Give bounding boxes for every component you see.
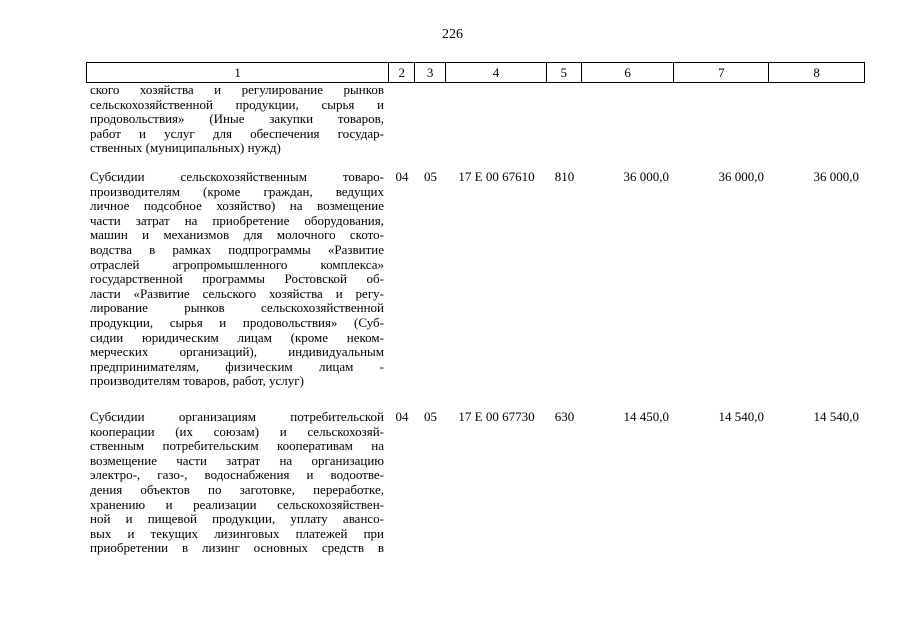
- description-line: возмещение части затрат на организацию: [90, 452, 384, 468]
- description-line: ласти «Развитие сельского хозяйства и регу-: [90, 285, 384, 301]
- header-col-1: 1: [87, 63, 389, 82]
- description-line: производителям товаров, работ, услуг): [90, 373, 304, 389]
- description-line: хранению и реализации сельскохозяйствен-: [90, 496, 384, 512]
- header-col-5: 5: [547, 63, 582, 82]
- description-line: ственных (муниципальных) нужд): [90, 140, 281, 156]
- description-line: продукции, сырья и продовольствия» (Суб-: [90, 314, 384, 330]
- description-line: сидии юридическим лицам (кроме неком-: [90, 329, 384, 345]
- description-line: работ и услуг для обеспечения государ-: [90, 125, 384, 141]
- row-amount-2: 36 000,0: [718, 169, 764, 184]
- row-expense-type: 810: [554, 169, 575, 184]
- page-number: 226: [442, 27, 463, 42]
- header-col-6: 6: [582, 63, 675, 82]
- description-line: предпринимателям, физическим лицам -: [90, 358, 384, 374]
- description-line: отраслей агропромышленного комплекса»: [90, 256, 384, 272]
- row-subsection: [415, 83, 446, 170]
- row-target-article: [446, 83, 547, 170]
- description-line: Субсидии организациям потребительской: [90, 409, 384, 424]
- header-col-2: 2: [389, 63, 415, 82]
- description-line: приобретении в лизинг основных средств в: [90, 540, 384, 556]
- description-line: машин и механизмов для молочного ското-: [90, 227, 384, 243]
- description-line: водства в рамках подпрограммы «Развитие: [90, 241, 384, 257]
- table-row: [86, 410, 865, 570]
- row-expense-type: [547, 83, 582, 170]
- row-section: 04: [395, 409, 409, 424]
- row-amount-1: [582, 83, 675, 170]
- description-line: производителям (кроме граждан, ведущих: [90, 183, 384, 199]
- row-target-article: 17 Е 00 67730: [458, 409, 535, 424]
- row-amount-3: [770, 83, 865, 170]
- description-line: мерческих организаций), индивидуальным: [90, 344, 384, 360]
- row-description: [86, 170, 389, 410]
- table-body: [86, 83, 865, 570]
- header-col-8: 8: [813, 65, 820, 80]
- row-subsection: 05: [424, 409, 437, 424]
- description-line: сельскохозяйственной продукции, сырья и: [90, 96, 384, 112]
- description-line: продовольствия» (Иные закупки товаров,: [90, 111, 384, 127]
- description-line: личное подсобное хозяйство) на возмещение: [90, 198, 384, 214]
- row-amount-3: 14 540,0: [813, 409, 859, 424]
- description-line: электро-, газо-, водоснабжения и водоотве-: [90, 467, 384, 483]
- row-amount-3: 36 000,0: [813, 169, 859, 184]
- header-col-3: 3: [415, 63, 446, 82]
- row-expense-type: 630: [554, 409, 575, 424]
- description-line: Субсидии сельскохозяйственным товаро-: [90, 169, 384, 184]
- row-description: [86, 410, 389, 570]
- description-line: части затрат на приобретение оборудования,: [90, 212, 384, 228]
- row-section: 04: [395, 169, 409, 184]
- description-line: ной и пищевой продукции, уплату авансо-: [90, 511, 384, 527]
- description-line: вых и текущих лизинговых платежей при: [90, 525, 384, 541]
- description-line: государственной программы Ростовской об-: [90, 271, 384, 287]
- description-line: кооперации (их союзам) и сельскохозяй-: [90, 423, 384, 439]
- row-amount-1: 36 000,0: [623, 169, 669, 184]
- row-amount-2: 14 540,0: [718, 409, 764, 424]
- table-row: [86, 83, 865, 170]
- row-amount-2: [675, 83, 770, 170]
- header-col-4: 4: [446, 63, 547, 82]
- row-description: [86, 83, 389, 170]
- description-line: ского хозяйства и регулирование рынков: [90, 82, 384, 97]
- table-header: [86, 62, 865, 83]
- description-line: дения объектов по заготовке, переработке,: [90, 481, 384, 497]
- description-line: лирование рынков сельскохозяйственной: [90, 300, 384, 316]
- header-col-7: 7: [674, 63, 769, 82]
- row-section: [389, 83, 415, 170]
- description-line: ственным потребительским кооперативам на: [90, 438, 384, 454]
- table-row: [86, 170, 865, 410]
- row-subsection: 05: [424, 169, 437, 184]
- row-target-article: 17 Е 00 67610: [458, 169, 535, 184]
- row-amount-1: 14 450,0: [623, 409, 669, 424]
